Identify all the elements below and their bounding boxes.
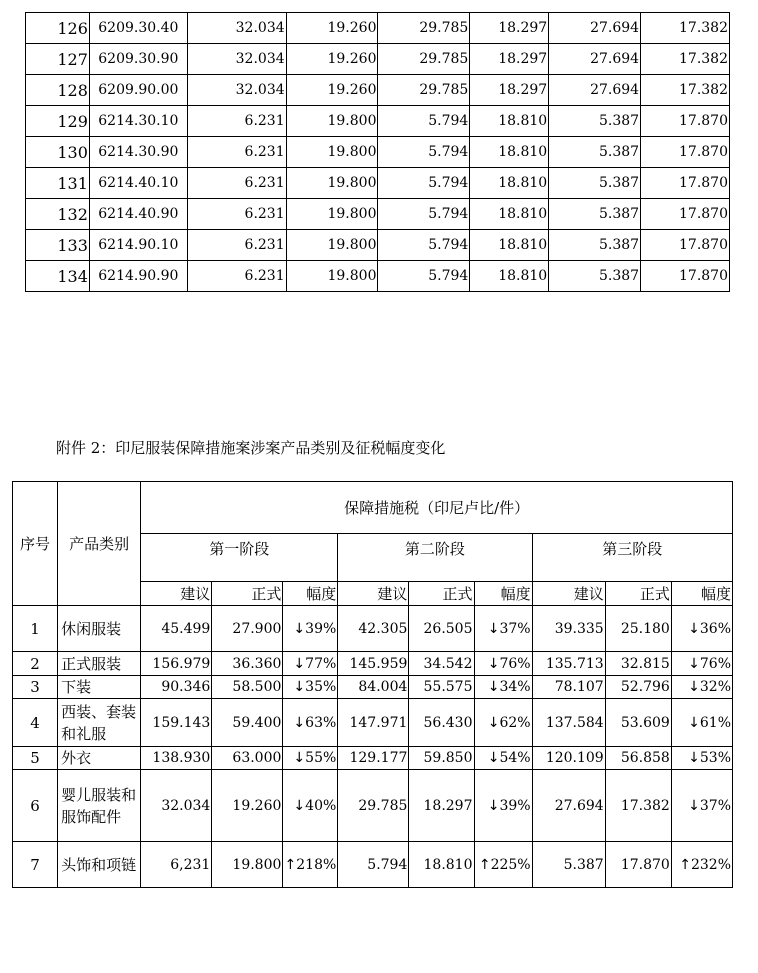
row-number: 133 [26, 230, 90, 261]
change-percent: 39% [499, 797, 531, 814]
final-rate: 18.297 [409, 770, 474, 842]
category-number: 1 [13, 606, 58, 652]
rate-cell: 17.382 [641, 44, 730, 75]
rate-cell: 5.794 [378, 106, 470, 137]
subheader-proposed: 建议 [338, 582, 409, 606]
rate-cell: 6.231 [187, 261, 286, 292]
final-rate: 32.815 [605, 652, 671, 676]
subheader-change: 幅度 [474, 582, 532, 606]
rate-cell: 17.870 [641, 168, 730, 199]
rate-cell: 5.387 [549, 261, 641, 292]
change-percent: 37% [699, 797, 731, 814]
annex-caption: 附件 2：印尼服装保障措施案涉案产品类别及征税幅度变化 [56, 439, 446, 457]
final-rate: 26.505 [409, 606, 474, 652]
subheader-change: 幅度 [283, 582, 338, 606]
change-percent: 232% [690, 856, 731, 873]
final-rate: 19.260 [212, 770, 283, 842]
change-percent: 40% [305, 797, 337, 814]
category-number: 4 [13, 699, 58, 747]
category-name: 休闲服装 [58, 606, 141, 652]
category-name: 西装、套装和礼服 [58, 699, 141, 747]
change-percent: 36% [699, 620, 731, 637]
category-name: 下装 [58, 676, 141, 699]
proposed-rate: 6,231 [141, 842, 212, 888]
final-rate: 36.360 [212, 652, 283, 676]
hs-code: 6214.30.90 [89, 137, 187, 168]
tariff-row [26, 230, 730, 261]
header-stage-3: 第三阶段 [532, 534, 732, 582]
change-cell [474, 699, 532, 747]
proposed-rate: 39.335 [532, 606, 605, 652]
arrow-down-icon: ↓ [293, 679, 306, 695]
proposed-rate: 42.305 [338, 606, 409, 652]
change-percent: 32% [699, 679, 731, 695]
rate-cell: 5.387 [549, 168, 641, 199]
change-percent: 62% [499, 714, 531, 731]
rate-cell: 19.800 [286, 168, 378, 199]
hs-code: 6209.90.00 [89, 75, 187, 106]
final-rate: 17.382 [605, 770, 671, 842]
category-row [13, 676, 733, 699]
rate-cell: 18.810 [470, 168, 549, 199]
row-number: 129 [26, 106, 90, 137]
category-number: 7 [13, 842, 58, 888]
rate-cell: 18.810 [470, 199, 549, 230]
final-rate: 52.796 [605, 676, 671, 699]
rate-cell: 6.231 [187, 168, 286, 199]
rate-cell: 32.034 [187, 75, 286, 106]
proposed-rate: 29.785 [338, 770, 409, 842]
change-percent: 76% [499, 655, 531, 672]
proposed-rate: 84.004 [338, 676, 409, 699]
rate-cell: 5.387 [549, 106, 641, 137]
category-name: 头饰和项链 [58, 842, 141, 888]
proposed-rate: 45.499 [141, 606, 212, 652]
product-category-table [12, 481, 733, 888]
rate-cell: 29.785 [378, 13, 470, 44]
final-rate: 58.500 [212, 676, 283, 699]
proposed-rate: 129.177 [338, 747, 409, 770]
rate-cell: 5.387 [549, 199, 641, 230]
row-number: 132 [26, 199, 90, 230]
change-cell [283, 676, 338, 699]
category-number: 3 [13, 676, 58, 699]
change-percent: 77% [305, 655, 337, 672]
rate-cell: 29.785 [378, 44, 470, 75]
change-percent: 34% [499, 679, 531, 695]
rate-cell: 19.800 [286, 230, 378, 261]
category-number: 6 [13, 770, 58, 842]
rate-cell: 27.694 [549, 13, 641, 44]
category-row [13, 747, 733, 770]
category-number: 5 [13, 747, 58, 770]
hs-code: 6214.40.90 [89, 199, 187, 230]
header-stage-2: 第二阶段 [338, 534, 532, 582]
change-percent: 39% [305, 620, 337, 637]
rate-cell: 19.800 [286, 261, 378, 292]
arrow-down-icon: ↓ [688, 620, 700, 637]
arrow-down-icon: ↓ [688, 714, 700, 731]
arrow-down-icon: ↓ [293, 714, 306, 731]
category-name: 外衣 [58, 747, 141, 770]
header-tax: 保障措施税（印尼卢比/件） [141, 482, 733, 534]
arrow-down-icon: ↓ [487, 797, 500, 814]
change-cell [474, 842, 532, 888]
rate-cell: 5.794 [378, 199, 470, 230]
header-stage-1: 第一阶段 [141, 534, 338, 582]
rate-cell: 19.800 [286, 199, 378, 230]
rate-cell: 27.694 [549, 75, 641, 106]
final-rate: 18.810 [409, 842, 474, 888]
change-cell [671, 842, 732, 888]
change-cell [474, 606, 532, 652]
rate-cell: 19.260 [286, 75, 378, 106]
change-percent: 54% [499, 750, 531, 766]
subheader-proposed: 建议 [141, 582, 212, 606]
subheader-proposed: 建议 [532, 582, 605, 606]
rate-cell: 17.870 [641, 199, 730, 230]
proposed-rate: 137.584 [532, 699, 605, 747]
rate-cell: 19.260 [286, 13, 378, 44]
category-row [13, 606, 733, 652]
arrow-down-icon: ↓ [688, 655, 700, 672]
rate-cell: 29.785 [378, 75, 470, 106]
rate-cell: 5.387 [549, 137, 641, 168]
arrow-up-icon: ↑ [284, 856, 297, 873]
arrow-down-icon: ↓ [487, 714, 500, 731]
tariff-row [26, 261, 730, 292]
hs-code: 6209.30.40 [89, 13, 187, 44]
tariff-row [26, 137, 730, 168]
tariff-row [26, 13, 730, 44]
rate-cell: 5.387 [549, 230, 641, 261]
rate-cell: 17.870 [641, 261, 730, 292]
final-rate: 59.850 [409, 747, 474, 770]
category-row [13, 699, 733, 747]
change-percent: 76% [699, 655, 731, 672]
rate-cell: 19.800 [286, 106, 378, 137]
final-rate: 59.400 [212, 699, 283, 747]
rate-cell: 32.034 [187, 13, 286, 44]
arrow-down-icon: ↓ [293, 655, 306, 672]
arrow-down-icon: ↓ [293, 620, 306, 637]
arrow-down-icon: ↓ [487, 750, 500, 766]
rate-cell: 18.810 [470, 137, 549, 168]
rate-cell: 27.694 [549, 44, 641, 75]
subheader-change: 幅度 [671, 582, 732, 606]
tariff-row [26, 199, 730, 230]
proposed-rate: 145.959 [338, 652, 409, 676]
final-rate: 25.180 [605, 606, 671, 652]
change-cell [283, 606, 338, 652]
rate-cell: 5.794 [378, 261, 470, 292]
arrow-down-icon: ↓ [487, 679, 500, 695]
row-number: 126 [26, 13, 90, 44]
hs-code: 6214.30.10 [89, 106, 187, 137]
proposed-rate: 32.034 [141, 770, 212, 842]
proposed-rate: 120.109 [532, 747, 605, 770]
change-cell [474, 676, 532, 699]
final-rate: 55.575 [409, 676, 474, 699]
row-number: 127 [26, 44, 90, 75]
change-cell [671, 676, 732, 699]
change-percent: 225% [490, 856, 531, 873]
change-cell [283, 770, 338, 842]
rate-cell: 6.231 [187, 199, 286, 230]
tariff-row [26, 106, 730, 137]
tariff-row [26, 44, 730, 75]
change-percent: 35% [305, 679, 337, 695]
proposed-rate: 90.346 [141, 676, 212, 699]
subheader-final: 正式 [409, 582, 474, 606]
final-rate: 17.870 [605, 842, 671, 888]
rate-cell: 5.794 [378, 137, 470, 168]
row-number: 128 [26, 75, 90, 106]
change-cell [474, 747, 532, 770]
final-rate: 56.430 [409, 699, 474, 747]
subheader-final: 正式 [605, 582, 671, 606]
rate-cell: 17.870 [641, 106, 730, 137]
proposed-rate: 78.107 [532, 676, 605, 699]
category-name: 正式服装 [58, 652, 141, 676]
final-rate: 19.800 [212, 842, 283, 888]
rate-cell: 18.297 [470, 13, 549, 44]
proposed-rate: 156.979 [141, 652, 212, 676]
proposed-rate: 27.694 [532, 770, 605, 842]
final-rate: 27.900 [212, 606, 283, 652]
change-percent: 63% [305, 714, 337, 731]
arrow-down-icon: ↓ [293, 797, 306, 814]
change-percent: 55% [305, 750, 337, 766]
proposed-rate: 159.143 [141, 699, 212, 747]
arrow-up-icon: ↑ [679, 856, 691, 873]
arrow-down-icon: ↓ [688, 797, 700, 814]
category-number: 2 [13, 652, 58, 676]
proposed-rate: 5.794 [338, 842, 409, 888]
rate-cell: 18.297 [470, 75, 549, 106]
proposed-rate: 147.971 [338, 699, 409, 747]
tariff-row [26, 168, 730, 199]
change-cell [283, 699, 338, 747]
rate-cell: 6.231 [187, 106, 286, 137]
subheader-final: 正式 [212, 582, 283, 606]
rate-cell: 17.870 [641, 137, 730, 168]
change-cell [283, 842, 338, 888]
change-percent: 53% [699, 750, 731, 766]
hs-code: 6209.30.90 [89, 44, 187, 75]
change-cell [671, 770, 732, 842]
hs-code: 6214.90.10 [89, 230, 187, 261]
change-cell [283, 747, 338, 770]
hs-code: 6214.90.90 [89, 261, 187, 292]
change-cell [474, 652, 532, 676]
rate-cell: 17.382 [641, 75, 730, 106]
change-cell [671, 747, 732, 770]
arrow-down-icon: ↓ [293, 750, 306, 766]
change-cell [474, 770, 532, 842]
arrow-down-icon: ↓ [487, 655, 500, 672]
category-name: 婴儿服装和服饰配件 [58, 770, 141, 842]
rate-cell: 17.870 [641, 230, 730, 261]
tariff-row [26, 75, 730, 106]
rate-cell: 5.794 [378, 230, 470, 261]
final-rate: 56.858 [605, 747, 671, 770]
rate-cell: 17.382 [641, 13, 730, 44]
change-percent: 37% [499, 620, 531, 637]
row-number: 134 [26, 261, 90, 292]
category-row [13, 842, 733, 888]
proposed-rate: 5.387 [532, 842, 605, 888]
row-number: 131 [26, 168, 90, 199]
final-rate: 63.000 [212, 747, 283, 770]
arrow-down-icon: ↓ [487, 620, 500, 637]
tariff-lines-table [25, 12, 730, 292]
arrow-down-icon: ↓ [688, 679, 700, 695]
rate-cell: 32.034 [187, 44, 286, 75]
rate-cell: 18.810 [470, 106, 549, 137]
category-row [13, 770, 733, 842]
rate-cell: 19.800 [286, 137, 378, 168]
rate-cell: 6.231 [187, 230, 286, 261]
rate-cell: 18.810 [470, 261, 549, 292]
arrow-up-icon: ↑ [478, 856, 491, 873]
change-cell [283, 652, 338, 676]
change-cell [671, 699, 732, 747]
header-category: 产品类别 [58, 482, 141, 606]
final-rate: 34.542 [409, 652, 474, 676]
arrow-down-icon: ↓ [688, 750, 700, 766]
rate-cell: 6.231 [187, 137, 286, 168]
change-percent: 61% [699, 714, 731, 731]
rate-cell: 18.297 [470, 44, 549, 75]
hs-code: 6214.40.10 [89, 168, 187, 199]
proposed-rate: 138.930 [141, 747, 212, 770]
change-percent: 218% [296, 856, 337, 873]
rate-cell: 5.794 [378, 168, 470, 199]
proposed-rate: 135.713 [532, 652, 605, 676]
category-row [13, 652, 733, 676]
change-cell [671, 652, 732, 676]
rate-cell: 19.260 [286, 44, 378, 75]
header-seq: 序号 [13, 482, 58, 606]
change-cell [671, 606, 732, 652]
final-rate: 53.609 [605, 699, 671, 747]
row-number: 130 [26, 137, 90, 168]
rate-cell: 18.810 [470, 230, 549, 261]
